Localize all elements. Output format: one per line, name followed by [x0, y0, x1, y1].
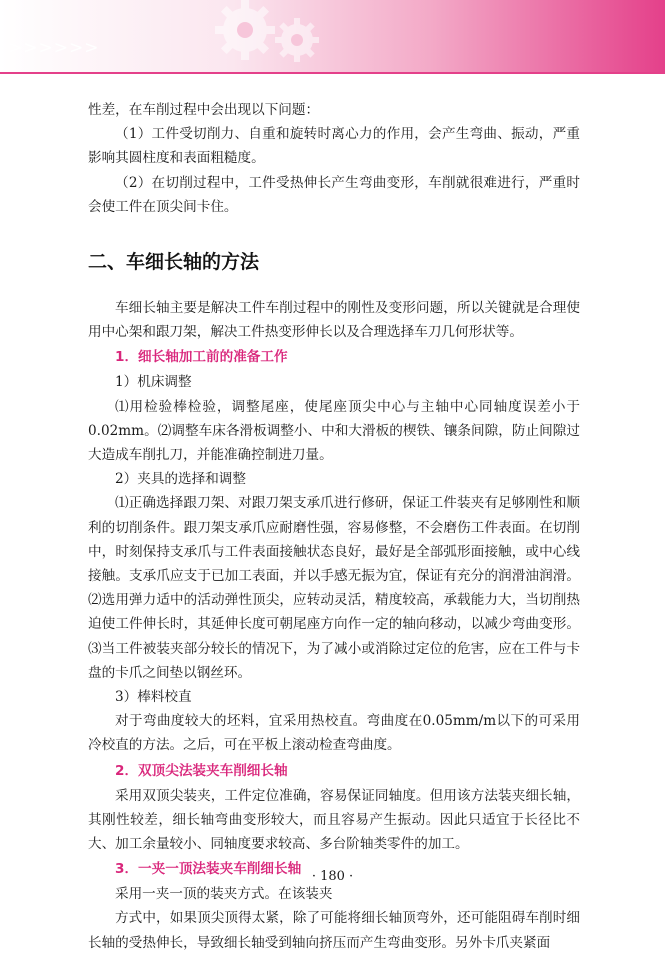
paragraph: 车细长轴主要是解决工件车削过程中的刚性及变形问题，所以关键就是合理使用中心架和跟刀架，解决工件热变形伸长以及合理选择车刀几何形状等。	[88, 300, 580, 341]
list-item: 3）棒料校直	[115, 689, 192, 706]
page-body	[88, 98, 580, 955]
list-item: 1）机床调整	[115, 374, 192, 391]
subsection-heading: 1．细长轴加工前的准备工作	[115, 349, 288, 366]
paragraph: 对于弯曲度较大的坯料，宜采用热校直。弯曲度在0.05mm/m以下的可采用冷校直的方法。之后，可在平板上滚动检查弯曲度。	[88, 713, 580, 754]
subsection-heading: 2．双顶尖法装夹车削细长轴	[115, 762, 288, 779]
list-item: 2）夹具的选择和调整	[115, 471, 246, 488]
paragraph: 采用一夹一顶的装夹方式。在该装夹	[115, 886, 333, 903]
paragraph: ⑴用检验棒检验，调整尾座，使尾座顶尖中心与主轴中心同轴度误差小于0.02mm。⑵调整车床各滑板调整小、中和大滑板的楔铁、镶条间隙，防止间隙过大造成车削扎刀，并能准确控制进刀量。	[88, 398, 580, 464]
chevron-arrows-icon: >>>>>>	[8, 38, 100, 58]
paragraph: 采用双顶尖装夹，工件定位准确，容易保证同轴度。但用该方法装夹细长轴，其刚性较差，细长轴弯曲变形较大，而且容易产生振动。因此只适宜于长径比不大、加工余量较小、同轴度要求较高、多台阶轴类零件的加工。	[88, 787, 580, 853]
subsection-heading: 3．一夹一顶法装夹车削细长轴	[115, 861, 302, 878]
header-rule	[0, 72, 665, 74]
gears-icon	[205, 0, 335, 70]
page-number: · 180 ·	[311, 869, 354, 884]
section-title: 二、车细长轴的方法	[88, 251, 260, 274]
paragraph: （2）在切削过程中，工件受热伸长产生弯曲变形，车削就很难进行，严重时会使工件在顶尖间卡住。	[88, 174, 580, 215]
paragraph: 性差，在车削过程中会出现以下问题：	[88, 102, 320, 118]
paragraph: 方式中，如果顶尖顶得太紧，除了可能将细长轴顶弯外，还可能阻碍车削时细长轴的受热伸长，导致细长轴受到轴向挤压而产生弯曲变形。另外卡爪夹紧面	[88, 910, 580, 951]
paragraph: （1）工件受切削力、自重和旋转时离心力的作用，会产生弯曲、振动，严重影响其圆柱度和表面粗糙度。	[88, 126, 580, 167]
paragraph: ⑴正确选择跟刀架、对跟刀架支承爪进行修研，保证工件装夹有足够刚性和顺利的切削条件。跟刀架支承爪应耐磨性强，容易修整，不会磨伤工件表面。在切削中，时刻保持支承爪与工件表面接触状态良好，最好是全部弧形面接触，或中心线接触。支承爪应支于已加工表面，并以手感无振为宜，保证有充分的润滑油润滑。⑵选用弹力适中的活动弹性顶尖，应转动灵活，精度较高，承载能力大，当切削热迫使工件伸长时，其延伸长度可朝尾座方向作一定的轴向移动，以减少弯曲变形。⑶当工件被装夹部分较长的情况下，为了减小或消除过定位的危害，应在工件与卡盘的卡爪之间垫以钢丝环。	[88, 495, 580, 681]
